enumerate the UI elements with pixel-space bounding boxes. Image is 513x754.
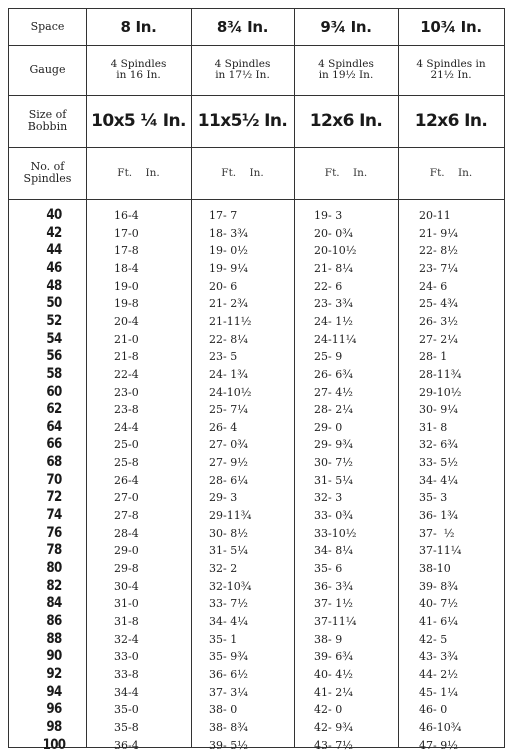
length-value: 32-10¾: [209, 579, 252, 593]
spindle-count: 96: [46, 701, 62, 718]
length-value: 37- 3¼: [209, 685, 248, 699]
length-value: 34- 4¼: [419, 473, 458, 487]
bobbin-size: 11x5½ In.: [197, 111, 288, 131]
length-value: 23- 7¼: [419, 261, 458, 275]
spindle-count: 94: [46, 683, 62, 700]
length-value: 18- 3¾: [209, 226, 248, 240]
length-value: 30- 9¼: [419, 403, 458, 417]
length-value: 35-8: [114, 720, 139, 734]
spindle-count: 58: [46, 365, 62, 382]
length-value: 33-8: [114, 667, 139, 681]
length-value: 27- 9½: [209, 456, 248, 470]
length-value: 38- 9: [314, 632, 343, 646]
length-value: 26-4: [114, 473, 139, 487]
spindles-label: No. of Spindles: [23, 160, 72, 185]
units-label: Ft. In.: [324, 167, 368, 179]
length-value: 37- ½: [419, 526, 455, 540]
length-value: 36- 6½: [209, 667, 248, 681]
length-value: 46- 0: [419, 703, 448, 717]
length-value: 40- 4½: [314, 667, 353, 681]
length-value: 20- 0¾: [314, 226, 353, 240]
spindle-count: 46: [46, 259, 62, 276]
length-value: 21-11½: [209, 314, 252, 328]
spindle-table: [8, 8, 505, 753]
length-value: 25- 9: [314, 350, 343, 364]
length-value: 45- 1¼: [419, 685, 458, 699]
length-value: 39- 6¾: [314, 650, 353, 664]
length-value: 38-10: [419, 562, 451, 575]
gauge-label: Gauge: [29, 63, 66, 76]
length-value: 31- 8: [419, 420, 448, 434]
length-value: 24-10½: [209, 385, 252, 399]
length-value: 21-0: [114, 332, 139, 346]
length-value: 33-10½: [314, 526, 357, 540]
gauge-value: 4 Spindles in 19½ In.: [318, 58, 374, 81]
length-value: 27-8: [114, 509, 139, 523]
length-value: 19-8: [114, 297, 139, 311]
length-value: 41- 6¼: [419, 614, 458, 628]
length-value: 29- 3: [209, 491, 238, 505]
row-divider: [9, 199, 504, 200]
spindle-count: 48: [46, 277, 62, 294]
length-value: 20-4: [114, 314, 139, 328]
length-value: 34-4: [114, 685, 139, 699]
spindle-count: 42: [46, 224, 62, 241]
length-value: 30- 7½: [314, 456, 353, 470]
length-value: 37-11¼: [419, 544, 462, 558]
length-value: 21- 8¼: [314, 261, 353, 275]
length-value: 29-8: [114, 562, 139, 575]
length-value: 38- 8¾: [209, 720, 248, 734]
length-value: 17-0: [114, 226, 139, 240]
spindle-count: 78: [46, 542, 62, 559]
length-value: 33-0: [114, 650, 139, 664]
spindle-count: 40: [46, 207, 62, 223]
length-value: 17- 7: [209, 209, 238, 222]
length-value: 28- 6¼: [209, 473, 248, 487]
spindle-count: 88: [46, 630, 62, 647]
length-value: 33- 5½: [419, 456, 458, 470]
length-value: 39- 8¾: [419, 579, 458, 593]
length-value: 26- 3½: [419, 314, 458, 328]
units-label: Ft. In.: [429, 167, 473, 179]
length-value: 25- 7¼: [209, 403, 248, 417]
length-value: 28-11¾: [419, 367, 462, 381]
length-value: 24-4: [114, 420, 139, 434]
length-value: 31-0: [114, 597, 139, 611]
length-value: 25-0: [114, 438, 139, 452]
length-value: 36- 3¾: [314, 579, 353, 593]
length-value: 34- 8¼: [314, 544, 353, 558]
length-value: 21- 9¼: [419, 226, 458, 240]
length-value: 37- 1½: [314, 597, 353, 611]
length-value: 19- 9¼: [209, 261, 248, 275]
length-value: 38- 0: [209, 703, 238, 717]
length-value: 32-4: [114, 632, 139, 646]
length-value: 32- 6¾: [419, 438, 458, 452]
length-value: 27- 0¾: [209, 438, 248, 452]
length-value: 33- 0¾: [314, 509, 353, 523]
length-value: 46-10¾: [419, 720, 462, 734]
length-value: 29- 9¾: [314, 438, 353, 452]
length-value: 29-11¾: [209, 509, 252, 523]
spindle-count: 76: [46, 524, 62, 541]
length-value: 32- 3: [314, 491, 343, 505]
length-value: 24- 1¾: [209, 367, 248, 381]
spindle-count: 74: [46, 507, 62, 524]
length-value: 23- 3¾: [314, 297, 353, 311]
length-value: 43- 7½: [314, 738, 353, 752]
length-value: 24-11¼: [314, 332, 357, 346]
space-value: 9¾ In.: [320, 18, 372, 36]
length-value: 36-4: [114, 738, 139, 752]
length-value: 20-10½: [314, 244, 357, 258]
length-value: 29- 0: [314, 420, 343, 434]
length-value: 31-8: [114, 614, 139, 628]
spindle-count: 100: [42, 736, 66, 753]
spindle-count: 82: [46, 577, 62, 594]
length-value: 20-11: [419, 209, 451, 222]
length-value: 25- 4¾: [419, 297, 458, 311]
length-value: 35- 1: [209, 632, 238, 646]
spindle-count: 62: [46, 401, 62, 418]
space-value: 8 In.: [120, 18, 157, 36]
length-value: 37-11¼: [314, 614, 357, 628]
length-value: 28-4: [114, 526, 139, 540]
spindle-count: 84: [46, 595, 62, 612]
length-value: 35- 6: [314, 562, 343, 575]
length-value: 42- 5: [419, 632, 448, 646]
gauge-value: 4 Spindles in 16 In.: [110, 58, 167, 81]
length-value: 22- 8½: [419, 244, 458, 258]
spindle-count: 70: [46, 471, 62, 488]
bobbin-label: Size of Bobbin: [27, 108, 68, 133]
units-label: Ft. In.: [221, 167, 264, 179]
length-value: 27- 4½: [314, 385, 353, 399]
length-value: 42- 9¾: [314, 720, 353, 734]
spindle-count: 54: [46, 330, 62, 347]
length-value: 39- 5½: [209, 738, 248, 752]
spindle-count: 44: [46, 242, 62, 259]
gauge-value: 4 Spindles in 21½ In.: [416, 58, 486, 81]
spindle-count: 80: [46, 560, 62, 576]
length-value: 16-4: [114, 209, 139, 222]
spindle-count: 66: [46, 436, 62, 453]
length-value: 29-10½: [419, 385, 462, 399]
length-value: 32- 2: [209, 562, 238, 575]
length-value: 30- 8½: [209, 526, 248, 540]
length-value: 24- 6: [419, 279, 448, 293]
length-value: 43- 3¾: [419, 650, 458, 664]
length-value: 20- 6: [209, 279, 238, 293]
length-value: 26- 4: [209, 420, 238, 434]
spindle-count: 64: [46, 418, 62, 435]
length-value: 25-8: [114, 456, 139, 470]
spindle-count: 92: [46, 665, 62, 682]
space-value: 10¾ In.: [420, 18, 482, 36]
length-value: 22- 6: [314, 279, 343, 293]
length-value: 27- 2¼: [419, 332, 458, 346]
length-value: 41- 2¼: [314, 685, 353, 699]
length-value: 31- 5¼: [314, 473, 353, 487]
length-value: 19- 3: [314, 209, 343, 222]
length-value: 34- 4¼: [209, 614, 248, 628]
length-value: 36- 1¾: [419, 509, 458, 523]
length-value: 35-0: [114, 703, 139, 717]
length-value: 22- 8¼: [209, 332, 248, 346]
spindle-count: 72: [46, 489, 62, 506]
length-value: 30-4: [114, 579, 139, 593]
length-value: 28- 1: [419, 350, 448, 364]
length-value: 18-4: [114, 261, 139, 275]
length-value: 27-0: [114, 491, 139, 505]
length-value: 19- 0½: [209, 244, 248, 258]
bobbin-size: 12x6 In.: [414, 111, 488, 131]
length-value: 23- 5: [209, 350, 238, 364]
units-label: Ft. In.: [117, 167, 160, 179]
bobbin-size: 12x6 In.: [309, 111, 383, 131]
space-label: Space: [30, 20, 65, 33]
length-value: 42- 0: [314, 703, 343, 717]
length-value: 40- 7½: [419, 597, 458, 611]
length-value: 44- 2½: [419, 667, 458, 681]
bobbin-size: 10x5 ¼ In.: [91, 111, 186, 131]
spindle-count: 56: [46, 348, 62, 365]
length-value: 22-4: [114, 367, 139, 381]
length-value: 31- 5¼: [209, 544, 248, 558]
length-value: 23-0: [114, 385, 139, 399]
length-value: 35- 9¾: [209, 650, 248, 664]
space-value: 8¾ In.: [216, 18, 269, 36]
length-value: 33- 7½: [209, 597, 248, 611]
spindle-count: 68: [46, 454, 62, 471]
spindle-count: 86: [46, 612, 62, 629]
spindle-count: 60: [46, 383, 62, 400]
length-value: 19-0: [114, 279, 139, 293]
length-value: 21-8: [114, 350, 139, 364]
length-value: 24- 1½: [314, 314, 353, 328]
length-value: 35- 3: [419, 491, 448, 505]
length-value: 47- 9½: [419, 738, 458, 752]
length-value: 23-8: [114, 403, 139, 417]
spindle-count: 98: [46, 718, 62, 735]
length-value: 26- 6¾: [314, 367, 353, 381]
length-value: 29-0: [114, 544, 139, 558]
spindle-count: 52: [46, 312, 62, 329]
length-value: 21- 2¾: [209, 297, 248, 311]
length-value: 17-8: [114, 244, 139, 258]
gauge-value: 4 Spindles in 17½ In.: [214, 58, 271, 81]
length-value: 28- 2¼: [314, 403, 353, 417]
spindle-count: 90: [46, 648, 62, 665]
spindle-count: 50: [46, 295, 62, 312]
